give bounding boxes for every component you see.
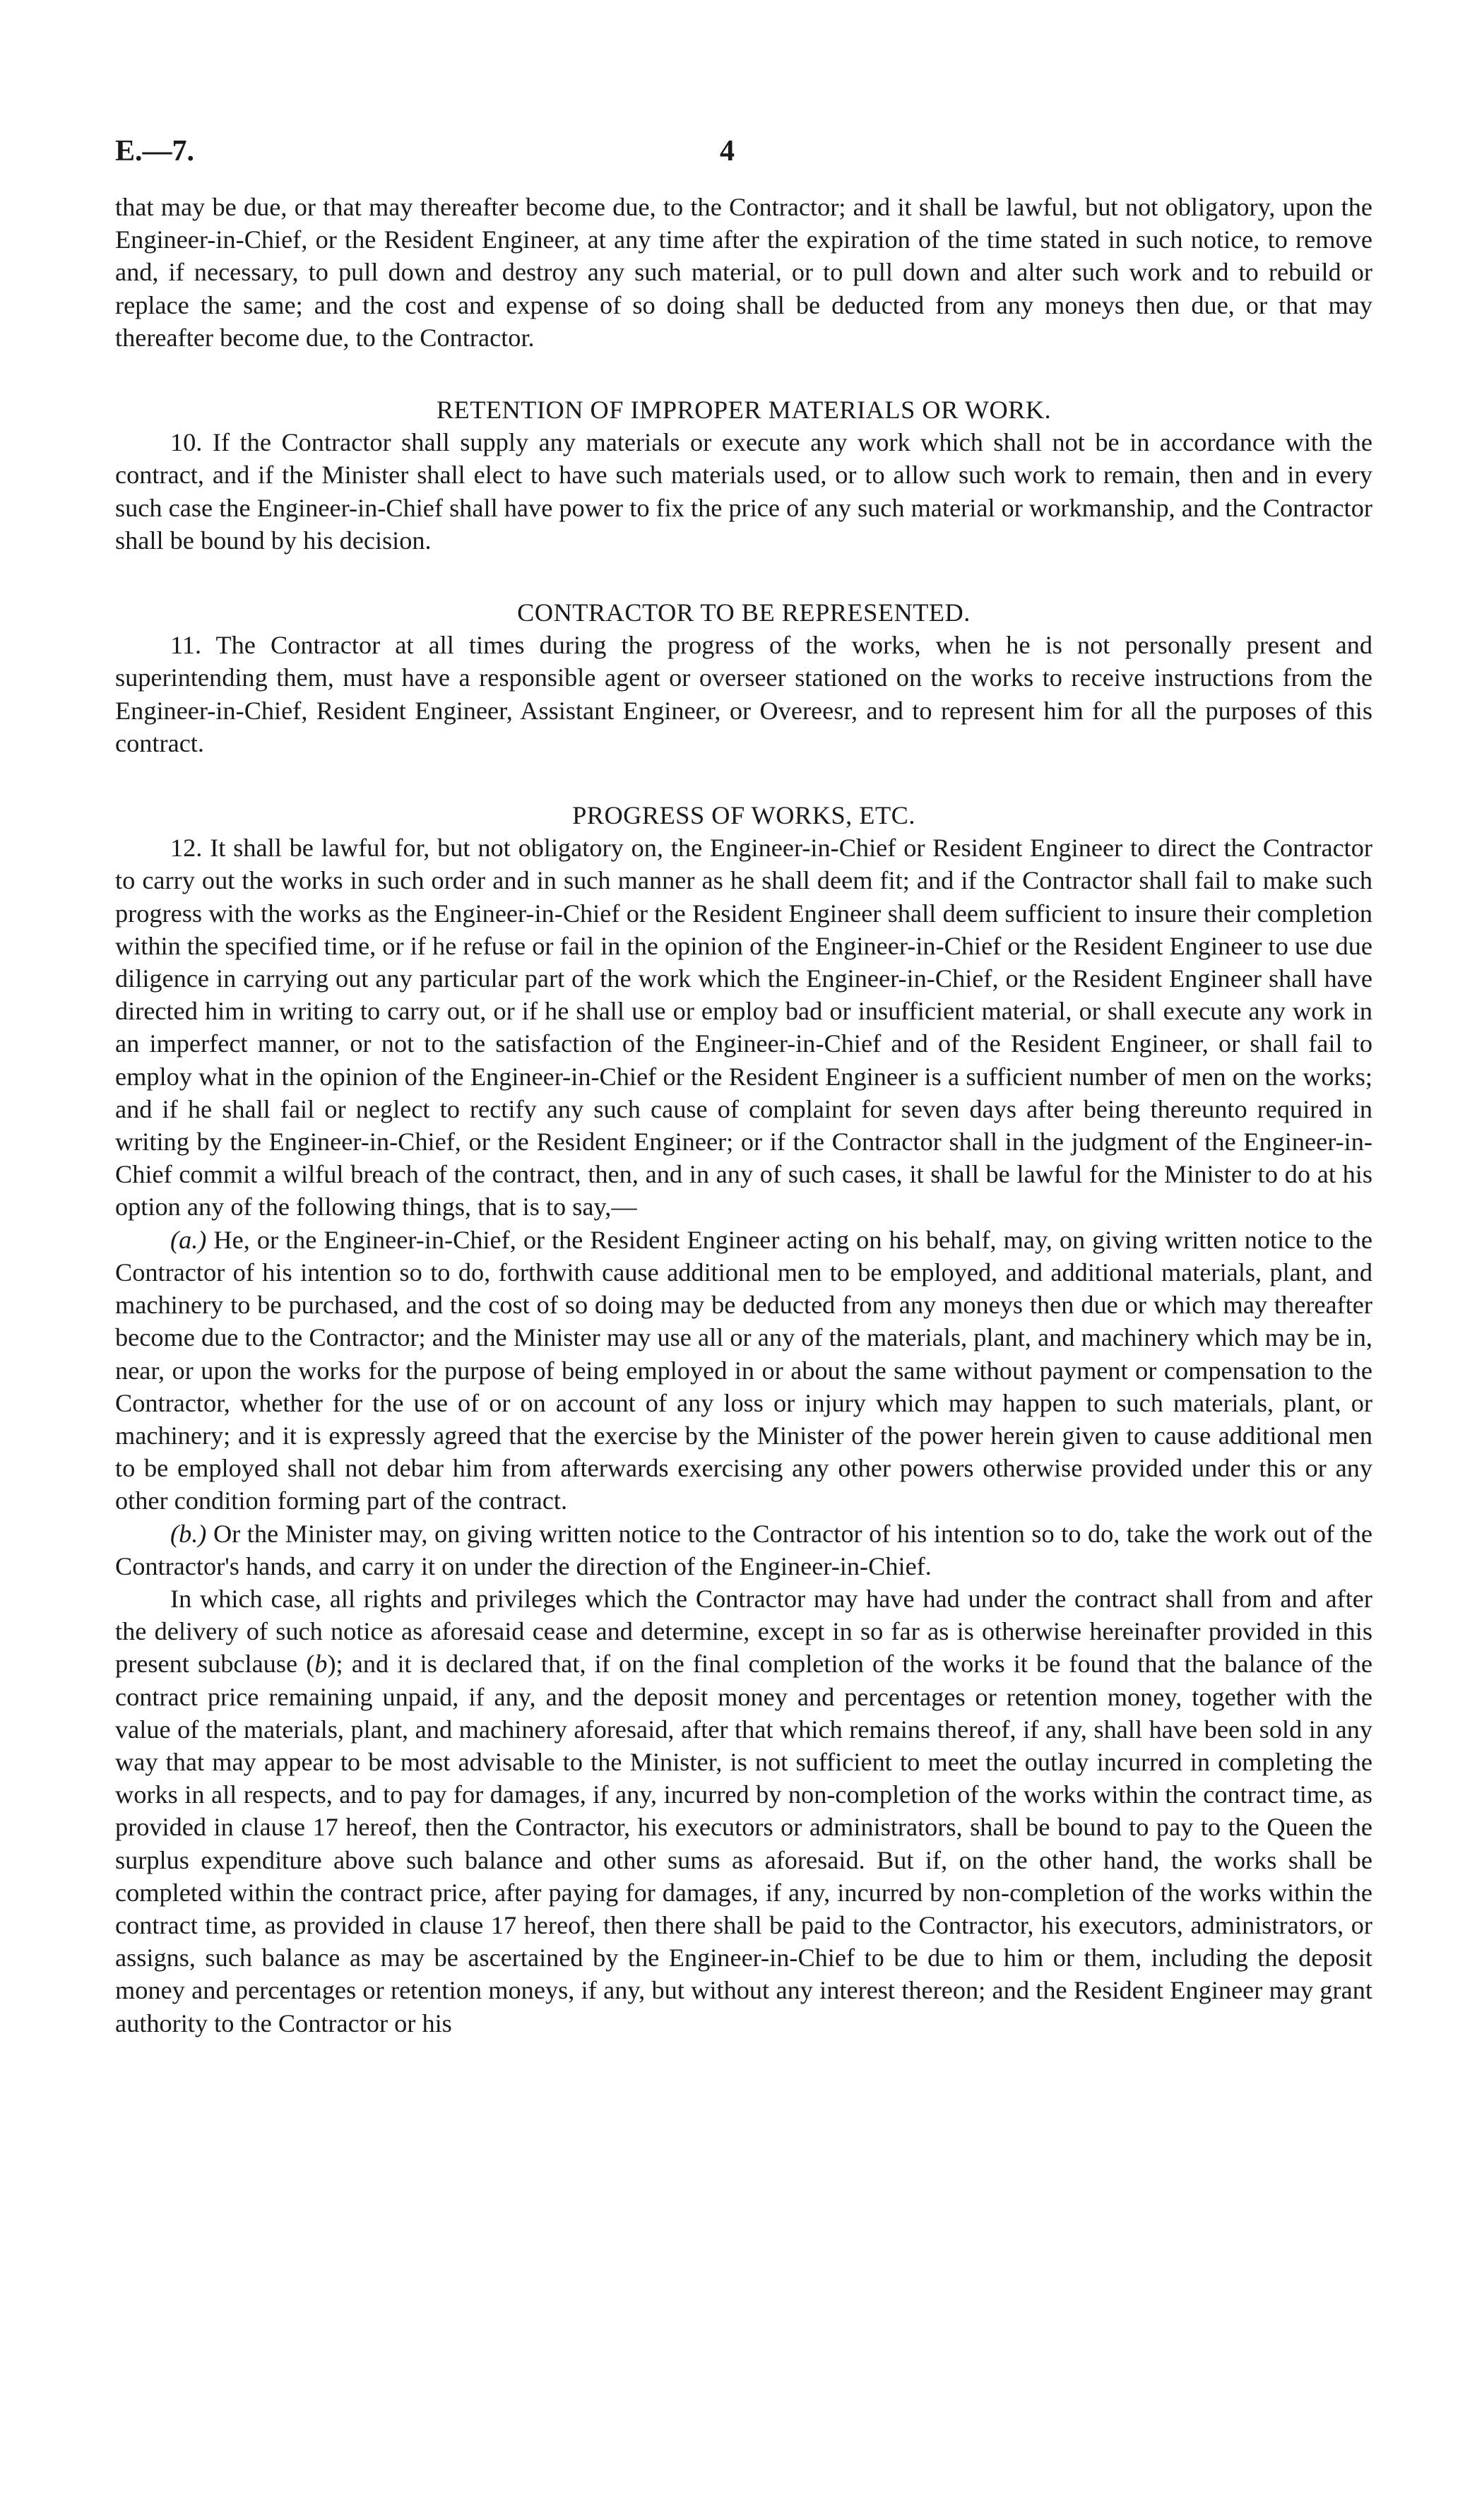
- subclause-b-consequence: [115, 1583, 1372, 2040]
- subclause-a-text: He, or the Engineer-in-Chief, or the Resident Engineer acting on his behalf, may, on giving written notice to the Contractor of his intention so to do, forthwith cause additional men to be employed, and additional materials, plant, and machinery to be purchased, and the cost of so doing may be deducted from any moneys then due or which may thereafter become due to the Contractor; and the Minister may use all or any of the materials, plant, and machinery which may be in, near, or upon the works for the purpose of being employed in or about the same without payment or compensation to the Contractor, whether for the use of or on account of any loss or injury which may happen to such materials, plant, or machinery; and it is expressly agreed that the exercise by the Minister of the power herein given to cause additional men to be employed shall not debar him from afterwards exercising any other powers otherwise provided under this or any other condition forming part of the contract.: [115, 1225, 1372, 1515]
- document-body: [115, 191, 1372, 2040]
- subclause-a-label: (a.): [170, 1225, 207, 1254]
- consequence-text-part-1: In which case, all rights and privileges which the Contractor may have had under the contract shall from and after the delivery of such notice as aforesaid cease and determine, except in so far as is otherwise hereinafter provided in this present subclause (: [115, 1584, 1372, 1679]
- clause-12-paragraph: 12. It shall be lawful for, but not obligatory on, the Engineer-in-Chief or Resident Engineer to direct the Contractor to carry out the works in such order and in such manner as he shall deem fit; and if the Contractor shall fail to make such progress with the works as the Engineer-in-Chief or the Resident Engineer shall deem sufficient to insure their completion within the specified time, or if he refuse or fail in the opinion of the Engineer-in-Chief or the Resident Engineer to use due diligence in carrying out any particular part of the work which the Engineer-in-Chief, or the Resident Engineer shall have directed him in writing to carry out, or if he shall use or employ bad or insufficient material, or shall execute any work in an imperfect manner, or not to the satisfaction of the Engineer-in-Chief and of the Resident Engineer, or shall fail to employ what in the opinion of the Engineer-in-Chief or the Resident Engineer is a sufficient number of men on the works; and if he shall fail or neglect to rectify any such cause of complaint for seven days after being thereunto required in writing by the Engineer-in-Chief, or the Resident Engineer; or if the Contractor shall in the judgment of the Engineer-in-Chief commit a wilful breach of the contract, then, and in any of such cases, it shall be lawful for the Minister to do at his option any of the following things, that is to say,—: [115, 834, 1372, 1221]
- clause-11-paragraph: 11. The Contractor at all times during the progress of the works, when he is not personally present and superintending them, must have a responsible agent or overseer stationed on the works to receive instructions from the Engineer-in-Chief, Resident Engineer, Assistant Engineer, or Overeesr, and to represent him for all the purposes of this contract.: [115, 631, 1372, 757]
- subclause-b: [115, 1518, 1372, 1583]
- clause-10-paragraph: 10. If the Contractor shall supply any materials or execute any work which shall not be in accordance with the contract, and if the Minister shall elect to have such materials used, or to allow such work to remain, then and in every such case the Engineer-in-Chief shall have power to fix the price of any such material or workmanship, and the Contractor shall be bound by his decision.: [115, 428, 1372, 555]
- subclause-b-label: (b.): [170, 1519, 207, 1548]
- consequence-subclause-ref: b: [314, 1650, 328, 1679]
- page-number: 4: [720, 135, 735, 167]
- continuation-paragraph: that may be due, or that may thereafter become due, to the Contractor; and it shall be lawful, but not obligatory, upon the Engineer-in-Chief, or the Resident Engineer, at any time after the expiration of the time stated in such notice, to remove and, if necessary, to pull down and destroy any such material, or to pull down and alter such work and to rebuild or replace the same; and the cost and expense of so doing shall be deducted from any moneys then due, or that may thereafter become due, to the Contractor.: [115, 193, 1372, 352]
- consequence-text-part-2: ); and it is declared that, if on the final completion of the works it be found that the balance of the contract price remaining unpaid, if any, and the deposit money and percentages or retention money, together with the value of the materials, plant, and machinery aforesaid, after that which remains thereof, if any, shall have been sold in any way that may appear to be most advisable to the Minister, is not sufficient to meet the outlay incurred in completing the works in all respects, and to pay for damages, if any, incurred by non-completion of the works within the contract time, as provided in clause 17 hereof, then the Contractor, his executors or administrators, shall be bound to pay to the Queen the surplus expenditure above such balance and other sums as aforesaid. But if, on the other hand, the works shall be completed within the contract price, after paying for damages, if any, incurred by non-completion of the works within the contract time, as provided in clause 17 hereof, then there shall be paid to the Contractor, his executors, administrators, or assigns, such balance as may be ascertained by the Engineer-in-Chief to be due to him or them, including the deposit money and percentages or retention moneys, if any, but without any interest thereon; and the Resident Engineer may grant authority to the Contractor or his: [115, 1650, 1372, 2037]
- subclause-b-text: Or the Minister may, on giving written notice to the Contractor of his intention so to do, take the work out of the Contractor's hands, and carry it on under the direction of the Engineer-in-Chief.: [115, 1519, 1372, 1580]
- section-heading-retention: RETENTION OF IMPROPER MATERIALS OR WORK.: [436, 396, 1052, 425]
- section-heading-progress: PROGRESS OF WORKS, ETC.: [572, 801, 915, 830]
- document-page: [115, 134, 1372, 2040]
- document-reference: E.—7.: [115, 135, 195, 167]
- section-heading-contractor-represented: CONTRACTOR TO BE REPRESENTED.: [517, 598, 971, 627]
- page-header: [115, 134, 1372, 177]
- subclause-a: [115, 1224, 1372, 1518]
